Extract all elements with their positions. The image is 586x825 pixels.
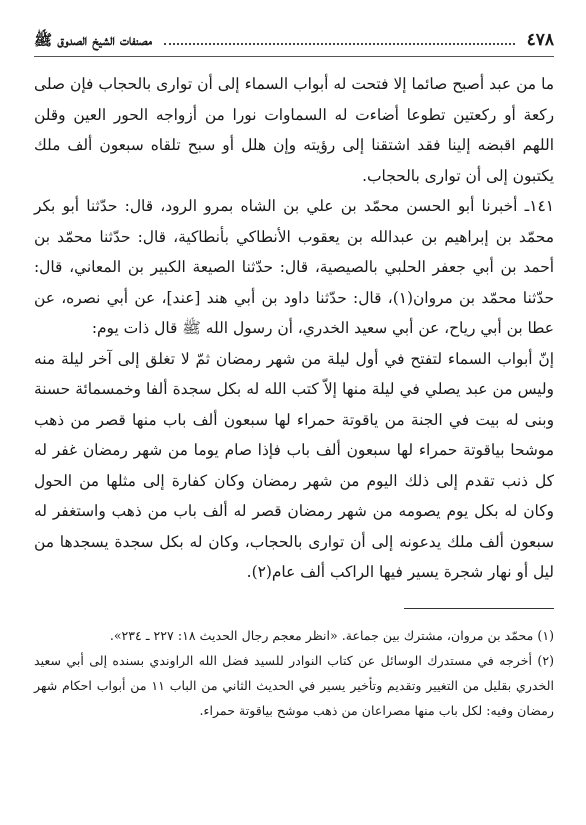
paragraph-1: ما من عبد أصبح صائما إلا فتحت له أبواب السماء إلى أن توارى بالحجاب فإن صلى ركعة أو ركعتين تطوعا أضاءت له السماوات نورا من أزواجه الحور العين وقلن اللهم اقبضه إلينا فقد اشتقنا إلى رؤيته وإن هلل أو سبح تلقاه سبعون ألف ملك يكتبون إلى أن توارى بالحجاب. xyxy=(34,75,554,185)
header-leader-dots xyxy=(164,33,515,45)
footnote-separator xyxy=(404,608,554,609)
page-number: ٤٧٨ xyxy=(526,30,554,50)
main-text xyxy=(34,69,554,588)
running-title: مصنفات الشيخ الصدوق ﷺ xyxy=(34,31,153,49)
paragraph-2-hadith-141: ١٤١ـ أخبرنا أبو الحسن محمّد بن علي بن الشاه بمرو الرود، قال: حدّثنا أبو بكر محمّد بن إبراهيم بن عبدالله بن يعقوب الأنطاكي بأنطاكية، قال: حدّثنا محمّد بن أحمد بن أبي جعفر الحلبي بالصيصية، قال: حدّثنا الصيعة الكبير بن المعاني، قال: حدّثنا محمّد بن مروان(١)، قال: حدّثنا داود بن أبي هند [عند]، عن أبي نصره، عن عطا بن أبي رياح، عن أبي سعيد الخدري، أن رسول الله ﷺ قال ذات يوم: xyxy=(34,197,555,337)
footnote-2: (٢) أخرجه في مستدرك الوسائل عن كتاب النوادر للسيد فضل الله الراوندي بسنده إلى أبي سعيد الخدري بقليل من التغيير وتقديم وتأخير يسير في الحديث الثاني من الباب ١١ من أبواب احكام شهر رمضان وفيه: لكل باب منها مصراعان من ذهب موشح بياقوتة حمراء. xyxy=(34,652,554,718)
footnotes xyxy=(34,623,554,723)
page xyxy=(34,30,554,723)
paragraph-3: إنّ أبواب السماء لتفتح في أول ليلة من شهر رمضان ثمّ لا تغلق إلى آخر ليلة منه وليس من عبد يصلي في ليلة منها إلاّ كتب الله له بكل سجدة ألفا وخمسمائة حسنة وبنى له بيت في الجنة من ياقوتة حمراء لها سبعون ألف باب منها قصر من ذهب موشحا بياقوتة حمراء لها سبعون ألف باب فإذا صام يوما من شهر رمضان غفر له كل ذنب تقدم إلى ذلك اليوم من شهر رمضان وكان كفارة إلى مثلها من الحول وكان له بكل يوم يصومه من شهر رمضان قصر له ألف باب من ذهب واستغفر له سبعون ألف ملك يدعونه إلى أن توارى بالحجاب، وكان له بكل سجدة يسجدها من ليل أو نهار شجرة يسير فيها الراكب ألف عام(٢). xyxy=(34,349,554,581)
page-header xyxy=(34,30,554,57)
footnote-1: (١) محمّد بن مروان، مشترك بين جماعة. «انظر معجم رجال الحديث ١٨: ٢٢٧ ـ ٢٣٤». xyxy=(109,627,554,643)
